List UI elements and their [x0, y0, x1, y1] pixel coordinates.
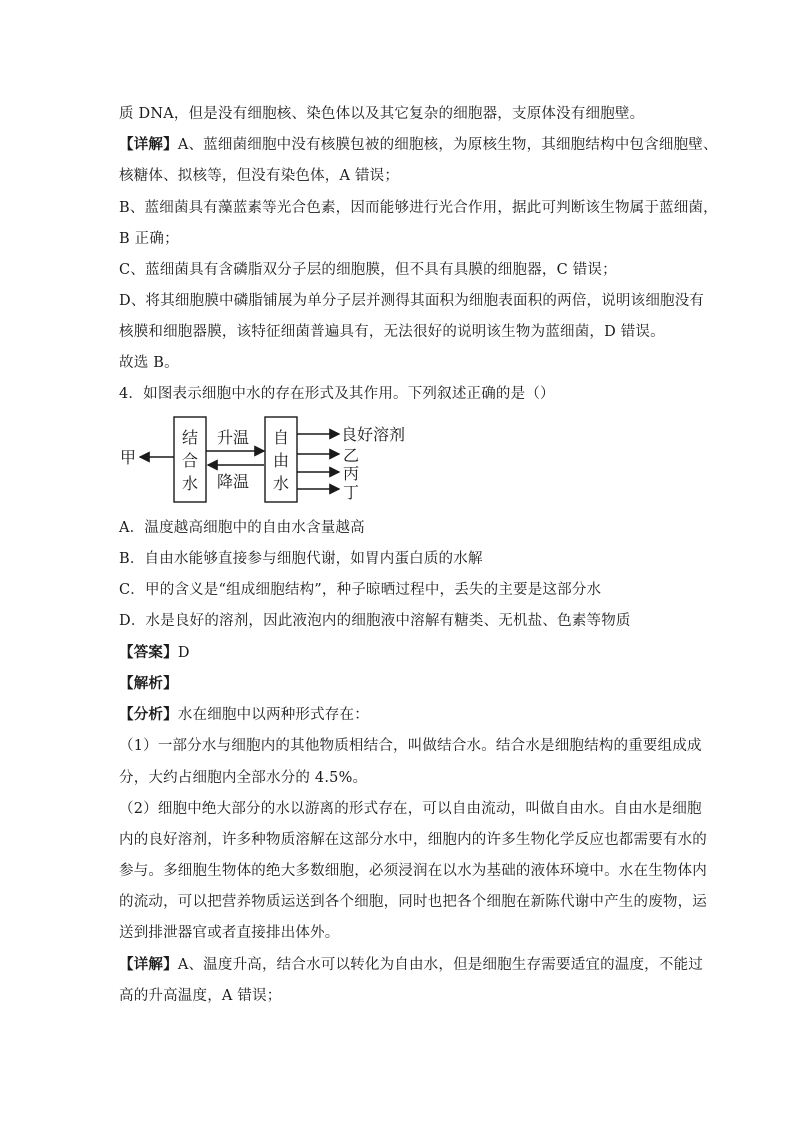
analysis-line: 内的良好溶剂，许多种物质溶解在这部分水中，细胞内的许多生物化学反应也都需要有水的	[119, 832, 707, 848]
bound-water-char: 合	[182, 451, 199, 470]
option-a: A．温度越高细胞中的自由水含量越高	[119, 520, 365, 536]
analysis-line: 【详解】A、温度升高，结合水可以转化为自由水，但是细胞生存需要适宜的温度，不能过	[119, 956, 703, 973]
answer-line	[119, 643, 679, 663]
upper-arrow-label: 升温	[217, 428, 250, 447]
diagram-svg	[118, 412, 408, 512]
bound-water-char: 结	[182, 428, 199, 447]
output-label: 乙	[343, 446, 360, 465]
text-line: C、蓝细菌具有含磷脂双分子层的细胞膜，但不具有具膜的细胞器，C 错误；	[119, 262, 617, 278]
analysis-line: （1）一部分水与细胞内的其他物质相结合，叫做结合水。结合水是细胞结构的重要组成成	[119, 738, 702, 754]
lower-arrow-label: 降温	[217, 472, 250, 491]
text-line: 质 DNA，但是没有细胞核、染色体以及其它复杂的细胞器，支原体没有细胞壁。	[119, 106, 645, 122]
section-bracket: 【详解】	[119, 136, 178, 153]
text-line: D、将其细胞膜中磷脂铺展为单分子层并测得其面积为细胞表面积的两倍，说明该细胞没有	[119, 293, 705, 309]
output-label: 丁	[343, 483, 360, 502]
analysis-line: 参与。多细胞生物体的绝大多数细胞，必须浸润在以水为基础的液体环境中。水在生物体内	[119, 863, 707, 879]
analysis-line: 高的升高温度，A 错误；	[119, 988, 282, 1004]
text-line: 核糖体、拟核等，但没有染色体，A 错误；	[119, 168, 400, 184]
section-bracket: 【分析】	[119, 706, 178, 723]
water-forms-diagram	[118, 412, 406, 512]
bound-water-char: 水	[182, 474, 199, 493]
output-label: 良好溶剂	[341, 425, 406, 444]
free-water-char: 由	[273, 451, 290, 470]
text-line: B、蓝细菌具有藻蓝素等光合色素，因而能够进行光合作用，据此可判断该生物属于蓝细菌，	[119, 200, 718, 216]
text-line: 核膜和细胞器膜，该特征细菌普遍具有，无法很好的说明该生物为蓝细菌，D 错误。	[119, 324, 665, 340]
free-water-char: 自	[273, 428, 290, 447]
answer-bracket: 【答案】	[119, 644, 178, 661]
text-line: B 正确；	[119, 231, 179, 247]
text-line: 故选 B。	[119, 355, 179, 371]
section-bracket: 【详解】	[119, 956, 178, 973]
question-stem: 4．如图表示细胞中水的存在形式及其作用。下列叙述正确的是（）	[119, 386, 555, 402]
analysis-line: 【分析】水在细胞中以两种形式存在：	[119, 706, 369, 723]
answer-value: D	[177, 645, 190, 661]
analysis-line: 分，大约占细胞内全部水分的 4.5%。	[119, 770, 368, 786]
left-output-label: 甲	[120, 448, 137, 467]
option-b: B．自由水能够直接参与细胞代谢，如胃内蛋白质的水解	[119, 551, 483, 567]
text-line: 【详解】A、蓝细菌细胞中没有核膜包被的细胞核，为原核生物，其细胞结构中包含细胞壁、	[119, 136, 718, 153]
output-label: 丙	[343, 464, 360, 483]
analysis-heading: 【解析】	[119, 675, 178, 692]
free-water-char: 水	[273, 474, 290, 493]
analysis-line: 送到排泄器官或者直接排出体外。	[119, 925, 340, 941]
analysis-line: （2）细胞中绝大部分的水以游离的形式存在，可以自由流动，叫做自由水。自由水是细胞	[119, 801, 702, 817]
analysis-line: 的流动，可以把营养物质运送到各个细胞，同时也把各个细胞在新陈代谢中产生的废物，运	[119, 894, 707, 910]
option-d: D．水是良好的溶剂，因此液泡内的细胞液中溶解有糖类、无机盐、色素等物质	[119, 613, 631, 629]
option-c: C．甲的含义是“组成细胞结构”，种子晾晒过程中，丢失的主要是这部分水	[119, 582, 602, 598]
